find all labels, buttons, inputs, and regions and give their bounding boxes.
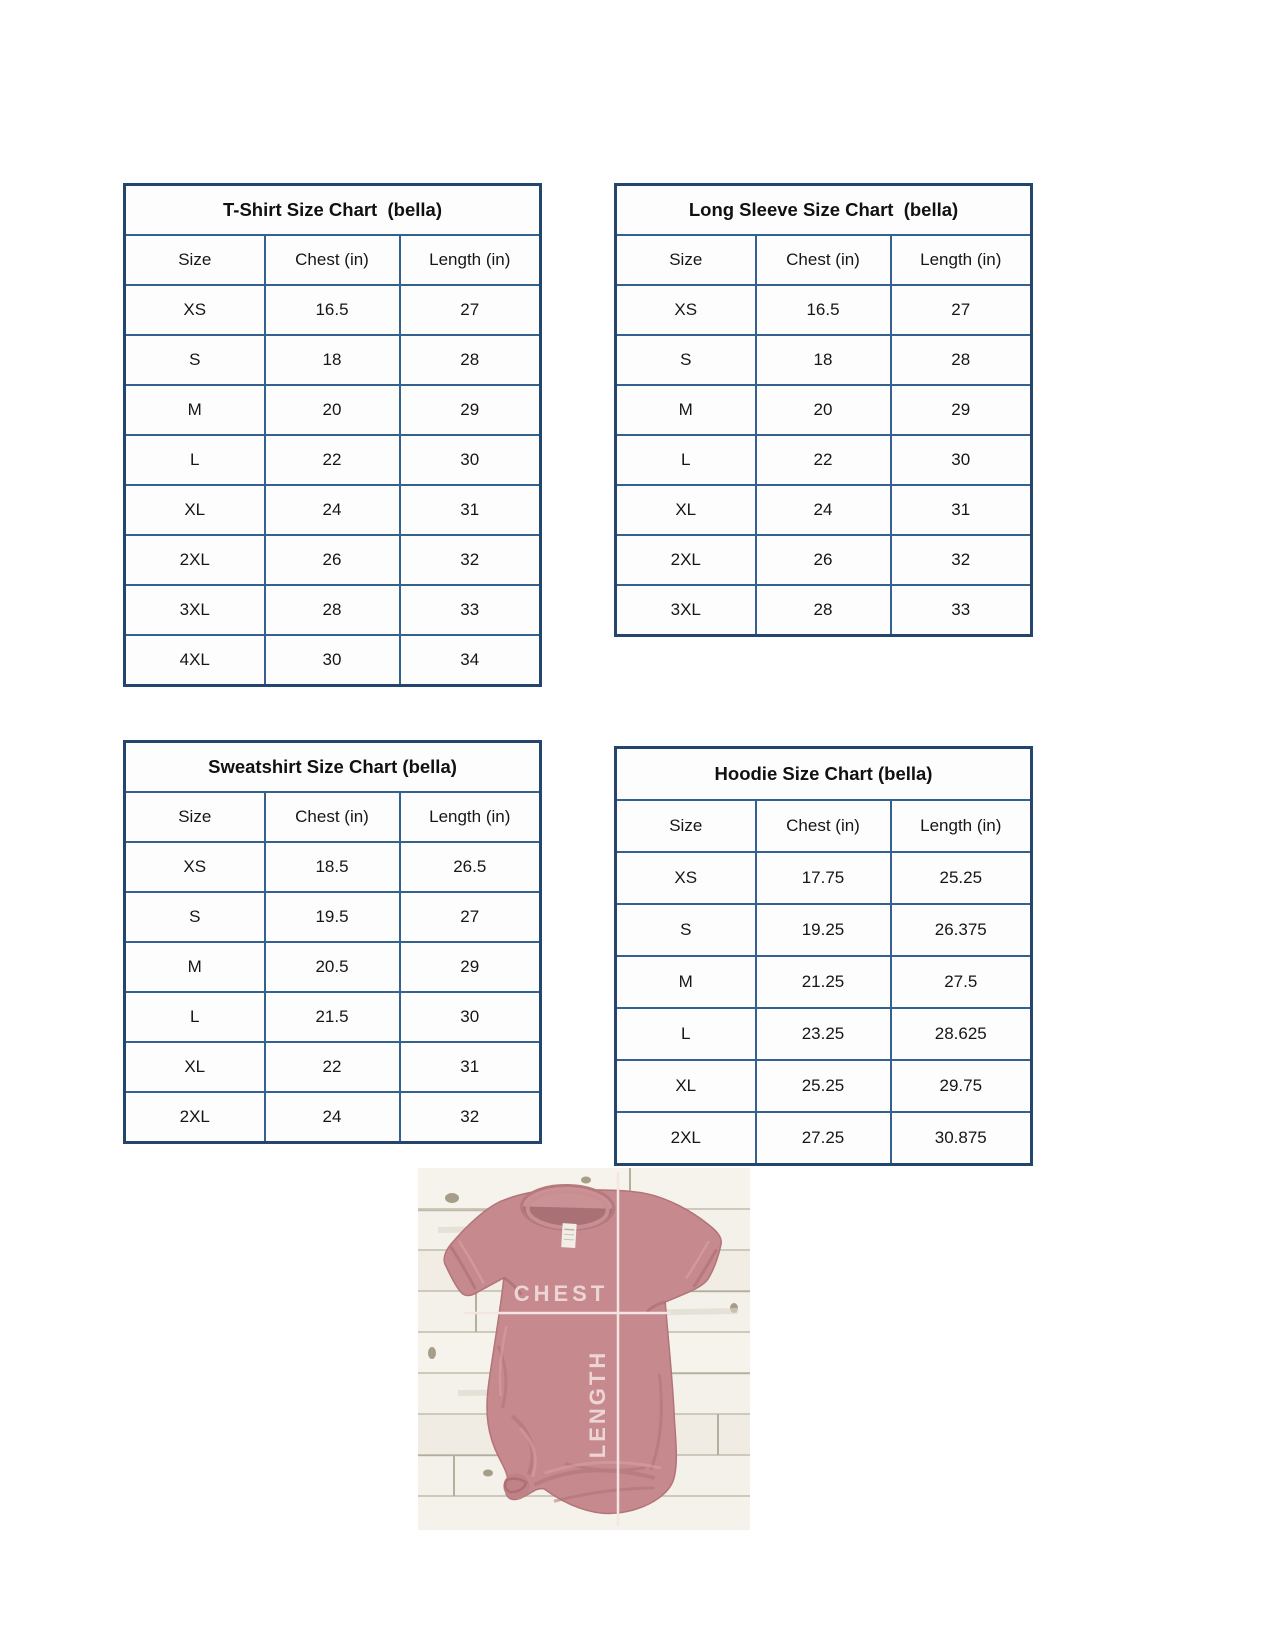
size-row xyxy=(125,385,541,435)
chest-cell: 24 xyxy=(265,1092,400,1143)
length-cell: 30 xyxy=(400,435,541,485)
size-row xyxy=(125,285,541,335)
chest-cell: 24 xyxy=(265,485,400,535)
size-cell: S xyxy=(616,904,756,956)
chest-cell: 22 xyxy=(756,435,891,485)
size-row xyxy=(125,535,541,585)
chest-cell: 28 xyxy=(265,585,400,635)
size-cell: S xyxy=(125,892,265,942)
chest-cell: 18.5 xyxy=(265,842,400,892)
column-header-size: Size xyxy=(616,800,756,852)
column-header-size: Size xyxy=(125,235,265,285)
size-row xyxy=(616,285,1032,335)
size-cell: S xyxy=(125,335,265,385)
length-cell: 30 xyxy=(891,435,1032,485)
size-row xyxy=(616,904,1032,956)
length-cell: 32 xyxy=(400,1092,541,1143)
chest-cell: 20 xyxy=(756,385,891,435)
size-row xyxy=(125,585,541,635)
chest-cell: 21.5 xyxy=(265,992,400,1042)
length-cell: 33 xyxy=(400,585,541,635)
hoodie-size-chart-table xyxy=(614,746,1033,1166)
length-cell: 28 xyxy=(400,335,541,385)
tshirt-size-chart-table xyxy=(123,183,542,687)
size-cell: S xyxy=(616,335,756,385)
size-cell: L xyxy=(125,435,265,485)
size-cell: 3XL xyxy=(125,585,265,635)
size-row xyxy=(616,585,1032,636)
column-header-length: Length (in) xyxy=(400,235,541,285)
chest-cell: 20.5 xyxy=(265,942,400,992)
chest-cell: 21.25 xyxy=(756,956,891,1008)
chest-cell: 28 xyxy=(756,585,891,636)
size-cell: XL xyxy=(125,1042,265,1092)
chest-cell: 18 xyxy=(756,335,891,385)
size-row xyxy=(616,852,1032,904)
size-row xyxy=(616,535,1032,585)
size-row xyxy=(616,956,1032,1008)
size-cell: L xyxy=(616,1008,756,1060)
size-row xyxy=(616,335,1032,385)
size-cell: XS xyxy=(125,842,265,892)
column-header-chest: Chest (in) xyxy=(756,800,891,852)
length-cell: 26.375 xyxy=(891,904,1032,956)
size-cell: XS xyxy=(125,285,265,335)
size-row xyxy=(125,892,541,942)
size-cell: XL xyxy=(616,1060,756,1112)
chest-cell: 16.5 xyxy=(265,285,400,335)
size-cell: 2XL xyxy=(125,1092,265,1143)
column-header-size: Size xyxy=(616,235,756,285)
hoodie-table-title: Hoodie Size Chart (bella) xyxy=(616,748,1032,801)
size-cell: 2XL xyxy=(616,535,756,585)
chest-cell: 19.5 xyxy=(265,892,400,942)
size-cell: M xyxy=(125,942,265,992)
size-row xyxy=(616,1112,1032,1165)
length-cell: 26.5 xyxy=(400,842,541,892)
length-cell: 29 xyxy=(891,385,1032,435)
length-cell: 27 xyxy=(400,892,541,942)
size-row xyxy=(125,335,541,385)
size-cell: XL xyxy=(125,485,265,535)
chest-cell: 16.5 xyxy=(756,285,891,335)
size-cell: L xyxy=(616,435,756,485)
length-cell: 32 xyxy=(891,535,1032,585)
product-photo xyxy=(418,1168,750,1530)
length-cell: 30 xyxy=(400,992,541,1042)
size-cell: 3XL xyxy=(616,585,756,636)
size-row xyxy=(125,1092,541,1143)
size-cell: XL xyxy=(616,485,756,535)
column-header-chest: Chest (in) xyxy=(756,235,891,285)
chest-cell: 19.25 xyxy=(756,904,891,956)
column-header-length: Length (in) xyxy=(400,792,541,842)
length-cell: 29 xyxy=(400,385,541,435)
size-cell: 2XL xyxy=(616,1112,756,1165)
size-cell: 4XL xyxy=(125,635,265,686)
size-row xyxy=(616,385,1032,435)
size-row xyxy=(616,485,1032,535)
size-row xyxy=(125,992,541,1042)
column-header-chest: Chest (in) xyxy=(265,792,400,842)
length-cell: 34 xyxy=(400,635,541,686)
size-row xyxy=(125,635,541,686)
length-cell: 27.5 xyxy=(891,956,1032,1008)
size-cell: XS xyxy=(616,852,756,904)
size-row xyxy=(616,1008,1032,1060)
size-cell: M xyxy=(616,956,756,1008)
length-cell: 31 xyxy=(891,485,1032,535)
longsleeve-size-chart-table xyxy=(614,183,1033,637)
size-row xyxy=(125,485,541,535)
size-cell: 2XL xyxy=(125,535,265,585)
sweatshirt-table-title: Sweatshirt Size Chart (bella) xyxy=(125,742,541,793)
length-cell: 33 xyxy=(891,585,1032,636)
longsleeve-table-title: Long Sleeve Size Chart (bella) xyxy=(616,185,1032,236)
length-cell: 29 xyxy=(400,942,541,992)
chest-cell: 26 xyxy=(756,535,891,585)
chest-cell: 30 xyxy=(265,635,400,686)
column-header-length: Length (in) xyxy=(891,800,1032,852)
size-row xyxy=(125,942,541,992)
brand-tag xyxy=(561,1223,576,1248)
size-row xyxy=(616,435,1032,485)
chest-cell: 22 xyxy=(265,435,400,485)
size-row xyxy=(616,1060,1032,1112)
column-header-chest: Chest (in) xyxy=(265,235,400,285)
chest-label: CHEST xyxy=(513,1281,609,1306)
length-cell: 28 xyxy=(891,335,1032,385)
chest-cell: 22 xyxy=(265,1042,400,1092)
chest-cell: 26 xyxy=(265,535,400,585)
size-row xyxy=(125,842,541,892)
size-cell: M xyxy=(125,385,265,435)
length-cell: 28.625 xyxy=(891,1008,1032,1060)
chest-cell: 27.25 xyxy=(756,1112,891,1165)
length-cell: 27 xyxy=(891,285,1032,335)
sweatshirt-size-chart-table xyxy=(123,740,542,1144)
length-cell: 27 xyxy=(400,285,541,335)
size-cell: XS xyxy=(616,285,756,335)
size-cell: L xyxy=(125,992,265,1042)
length-cell: 25.25 xyxy=(891,852,1032,904)
column-header-size: Size xyxy=(125,792,265,842)
tshirt-measure-graphic xyxy=(418,1168,750,1530)
length-cell: 31 xyxy=(400,485,541,535)
size-row xyxy=(125,1042,541,1092)
length-cell: 30.875 xyxy=(891,1112,1032,1165)
length-label: LENGTH xyxy=(585,1349,610,1459)
chest-cell: 25.25 xyxy=(756,1060,891,1112)
length-cell: 32 xyxy=(400,535,541,585)
column-header-length: Length (in) xyxy=(891,235,1032,285)
length-cell: 31 xyxy=(400,1042,541,1092)
tshirt-table-title: T-Shirt Size Chart (bella) xyxy=(125,185,541,236)
size-row xyxy=(125,435,541,485)
chest-cell: 17.75 xyxy=(756,852,891,904)
chest-cell: 23.25 xyxy=(756,1008,891,1060)
size-cell: M xyxy=(616,385,756,435)
chest-cell: 20 xyxy=(265,385,400,435)
length-cell: 29.75 xyxy=(891,1060,1032,1112)
chest-cell: 24 xyxy=(756,485,891,535)
chest-cell: 18 xyxy=(265,335,400,385)
